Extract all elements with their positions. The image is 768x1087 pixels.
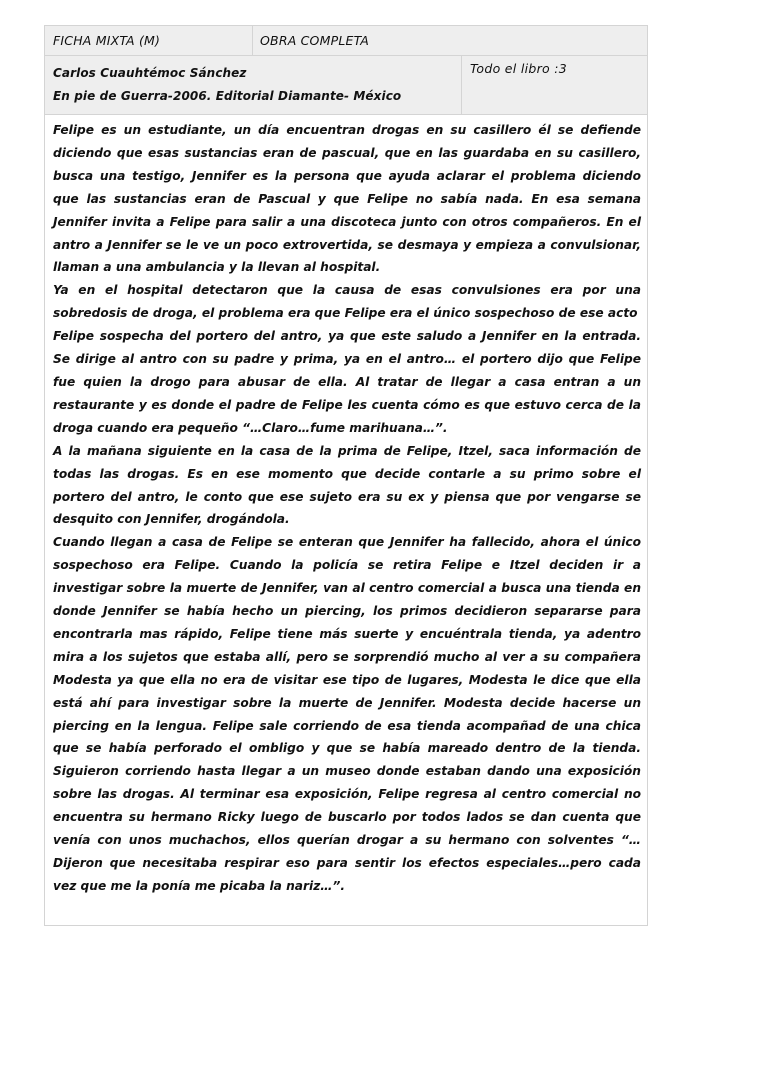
pages-label: Todo el libro :3 <box>470 61 568 76</box>
summary-paragraph: A la mañana siguiente en la casa de la prima de Felipe, Itzel, saca información de todas las drogas. Es en ese momento que decide contarle a su primo sobre el portero del antro, le conto que ese sujeto era su ex y piensa que por vengarse se desquito con Jennifer, drogándola. <box>53 443 641 527</box>
summary-paragraph: Cuando llegan a casa de Felipe se enteran que Jennifer ha fallecido, ahora el único sospechoso era Felipe. Cuando la policía se retira Felipe e Itzel deciden ir a investigar sobre la muerte de Jennifer, van al centro comercial a busca una tienda en donde Jennifer se había hecho un piercing, los primos decidieron separarse para encontrarla mas rápido, Felipe tiene más suerte y encuéntrala tienda, ya adentro mira a los sujetos que estaba allí, pero se sorprendió mucho al ver a su compañera Modesta ya que ella no era de visitar ese tipo de lugares, Modesta le dice que ella está ahí para investigar sobre la muerte de Jennifer. Modesta decide hacerse un piercing en la lengua. Felipe sale corriendo de esa tienda acompañad de una chica que se había perforado el ombligo y que se había mareado dentro de la tienda. Siguieron corriendo hasta llegar a un museo donde estaban dando una exposición sobre las drogas. Al terminar esa exposición, Felipe regresa al centro comercial no encuentra su hermano Ricky luego de buscarlo por todos lados se dan cuenta que venía con unos muchachos, ellos querían drogar a su hermano con solventes “…Dijeron que necesitaba respirar eso para sentir los efectos especiales…pero cada vez que me la ponía me picaba la nariz…”. <box>53 535 641 893</box>
summary-paragraph: Felipe es un estudiante, un día encuentran drogas en su casillero él se defiende diciendo que esas sustancias eran de pascual, que en las guardaba en su casillero, busca una testigo, Jennifer es la persona que ayuda aclarar el problema diciendo que las sustancias eran de Pascual y que Felipe no sabía nada. En esa semana Jennifer invita a Felipe para salir a una discoteca junto con otros compañeros. En el antro a Jennifer se le ve un poco extrovertida, se desmaya y empieza a convulsionar, llaman a una ambulancia y la llevan al hospital. <box>53 123 641 275</box>
summary-body <box>45 115 647 898</box>
bibliographic-reference <box>45 56 462 114</box>
card-type-label: FICHA MIXTA (M) <box>45 26 253 55</box>
summary-paragraph: Felipe sospecha del portero del antro, ya que este saludo a Jennifer en la entrada. Se dirige al antro con su padre y prima, ya en el antro… el portero dijo que Felipe fue quien la drogo para abusar de ella. Al tratar de llegar a casa entran a un restaurante y es donde el padre de Felipe les cuenta cómo es que estuvo cerca de la droga cuando era pequeño “…Claro…fume marihuana…”. <box>53 329 641 435</box>
author-name: Carlos Cuauhtémoc Sánchez <box>53 66 247 80</box>
card-header-row <box>45 26 647 56</box>
publication-details: En pie de Guerra-2006. Editorial Diamante- México <box>53 89 402 103</box>
reference-row <box>45 56 647 115</box>
reading-card <box>44 25 648 926</box>
summary-paragraph: Ya en el hospital detectaron que la causa de esas convulsiones era por una sobredosis de droga, el problema era que Felipe era el único sospechoso de ese acto <box>53 283 641 321</box>
card-scope-label: OBRA COMPLETA <box>260 33 370 48</box>
